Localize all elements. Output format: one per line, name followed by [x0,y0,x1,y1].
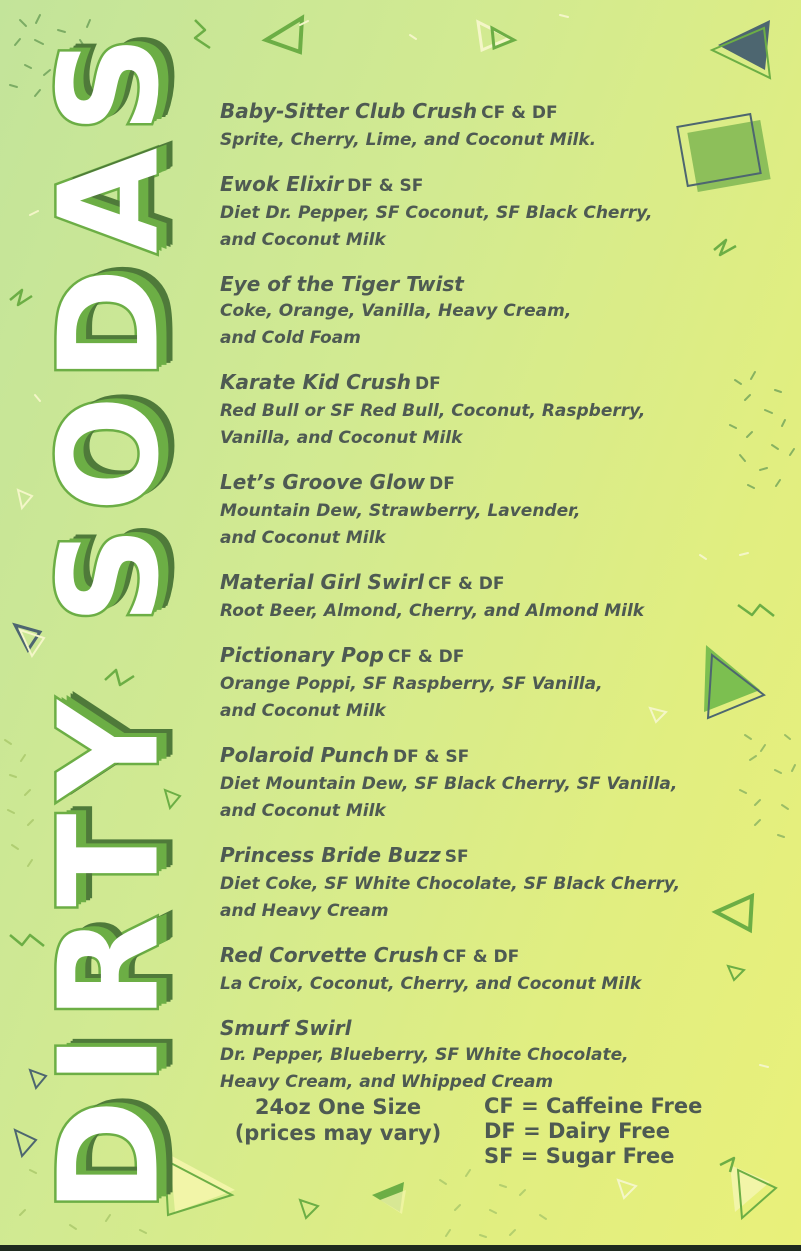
drink-ingredients: and Cold Foam [220,328,361,348]
size-note [218,1094,458,1146]
triangle-icon [372,1182,406,1214]
drink-ingredients: Coke, Orange, Vanilla, Heavy Cream, [220,301,572,321]
dietary-tags: CF & DF [481,103,558,123]
legend-item: SF = Sugar Free [484,1144,675,1168]
size-note-line: (prices may vary) [234,1121,442,1145]
dietary-tags: DF [415,374,441,394]
drink-name: Red Corvette Crush [220,943,439,967]
drink-name: Let’s Groove Glow [220,470,426,494]
confetti-icon [5,740,33,866]
drink-ingredients: Red Bull or SF Red Bull, Coconut, Raspberry, [220,401,646,421]
menu-item-header [220,1014,780,1042]
drink-name: Baby-Sitter Club Crush [220,99,478,123]
legend [484,1094,784,1169]
dietary-tags: CF & DF [442,947,520,967]
drink-name: Karate Kid Crush [220,370,411,394]
drink-ingredients: and Coconut Milk [220,528,386,548]
dietary-tags: DF [429,474,455,494]
drink-ingredients: and Coconut Milk [220,801,386,821]
dietary-tags: SF [444,847,469,867]
drink-ingredients: Mountain Dew, Strawberry, Lavender, [220,501,581,521]
menu-item-header [220,741,780,771]
legend-item: DF = Dairy Free [484,1119,670,1143]
triangle-icon [712,20,770,78]
legend-item: CF = Caffeine Free [484,1094,703,1118]
dietary-tags: DF & SF [393,747,470,767]
drink-ingredients: and Coconut Milk [220,701,386,721]
drink-menu [220,97,780,1112]
menu-item-header [220,97,780,127]
dietary-tags: CF & DF [427,574,505,594]
menu-item-header [220,568,780,598]
menu-item [220,270,780,352]
menu-item [220,1014,780,1096]
drink-name: Polaroid Punch [220,743,390,767]
bottom-border [0,1245,801,1251]
menu-item-header [220,841,780,871]
menu-item [220,368,780,452]
menu-item [220,941,780,998]
drink-name: Smurf Swirl [220,1016,352,1040]
menu-item [220,97,780,154]
drink-ingredients: Vanilla, and Coconut Milk [220,428,463,448]
menu-item [220,468,780,552]
drink-name: Material Girl Swirl [220,570,424,594]
menu-item [220,841,780,925]
drink-ingredients: Orange Poppi, SF Raspberry, SF Vanilla, [220,674,603,694]
size-note-line: 24oz One Size [254,1095,422,1119]
menu-item-header [220,641,780,671]
triangle-icon [266,18,302,52]
menu-item-header [220,941,780,971]
drink-ingredients: Root Beer, Almond, Cherry, and Almond Milk [220,601,645,621]
triangle-icon [478,22,514,50]
drink-name: Eye of the Tiger Twist [220,272,464,296]
menu-item [220,641,780,725]
menu-item-header [220,270,780,298]
drink-name: Pictionary Pop [220,643,384,667]
drink-name: Princess Bride Buzz [220,843,441,867]
drink-ingredients: La Croix, Coconut, Cherry, and Coconut Milk [220,974,642,994]
menu-item-header [220,170,780,200]
menu-item-header [220,468,780,498]
menu-item-header [220,368,780,398]
drink-ingredients: Diet Dr. Pepper, SF Coconut, SF Black Cherry, [220,203,653,223]
drink-ingredients: Sprite, Cherry, Lime, and Coconut Milk. [220,130,597,150]
dietary-tags: DF & SF [347,176,424,196]
dietary-tags: CF & DF [387,647,465,667]
drink-ingredients: Dr. Pepper, Blueberry, SF White Chocolate, [220,1045,629,1065]
drink-ingredients: Diet Mountain Dew, SF Black Cherry, SF Vanilla, [220,774,678,794]
page-title: DIRTY SODAS [30,21,190,1213]
drink-ingredients: Diet Coke, SF White Chocolate, SF Black Cherry, [220,874,681,894]
drink-ingredients: and Coconut Milk [220,230,386,250]
drink-ingredients: Heavy Cream, and Whipped Cream [220,1072,554,1092]
triangle-icon [730,1165,776,1218]
drink-name: Ewok Elixir [220,172,344,196]
menu-item [220,741,780,825]
drink-ingredients: and Heavy Cream [220,901,389,921]
menu-item [220,568,780,625]
menu-item [220,170,780,254]
